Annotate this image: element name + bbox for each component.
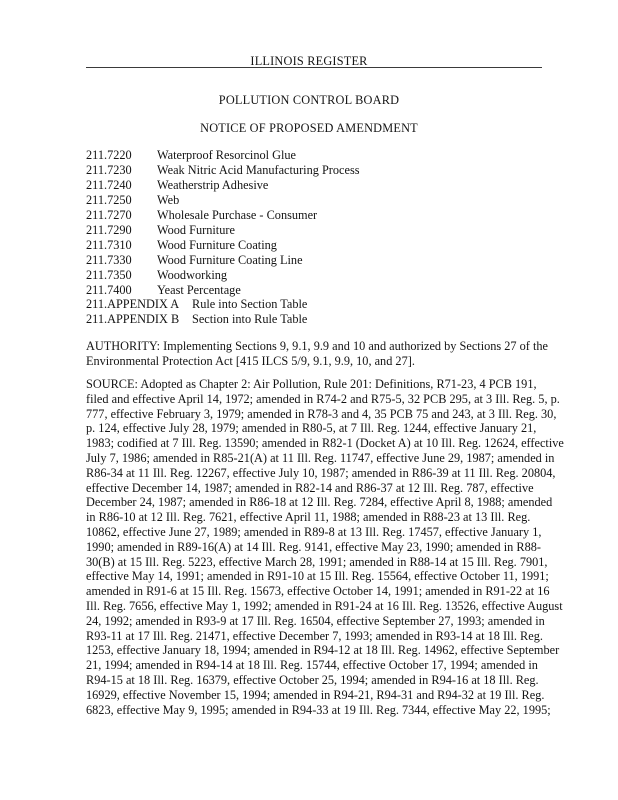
section-number: 211.7400 <box>86 283 132 297</box>
section-number: 211.7230 <box>86 163 132 177</box>
source-line: 30(B) at 15 Ill. Reg. 5223, effective March 28, 1991; amended in R88-14 at 15 Ill. Reg. 7901, <box>86 554 548 569</box>
source-paragraph <box>86 377 564 717</box>
section-title: Wood Furniture Coating <box>157 238 277 252</box>
appendix-row <box>86 312 307 327</box>
source-line: filed and effective April 14, 1972; amended in R74-2 and R75-5, 32 PCB 295, at 3 Ill. Reg. 5, p. <box>86 391 560 406</box>
section-number: 211.7290 <box>86 223 132 237</box>
section-title: Waterproof Resorcinol Glue <box>157 148 297 162</box>
section-row <box>86 268 360 283</box>
source-line: amended in R91-6 at 15 Ill. Reg. 15673, effective October 14, 1991; amended in R91-22 at 16 <box>86 584 550 599</box>
authority-line: Environmental Protection Act [415 ILCS 5/9, 9.1, 9.9, 10, and 27]. <box>86 353 415 368</box>
authority-line: AUTHORITY: Implementing Sections 9, 9.1, 9.9 and 10 and authorized by Sections 27 of the <box>86 339 548 353</box>
source-line: 21, 1994; amended in R94-14 at 18 Ill. Reg. 15744, effective October 17, 1994; amended in <box>86 658 538 673</box>
appendix-number: 211.APPENDIX B <box>86 312 180 326</box>
section-row <box>86 253 360 268</box>
section-number: 211.7330 <box>86 253 132 267</box>
appendix-number: 211.APPENDIX A <box>86 297 180 311</box>
section-title: Wood Furniture Coating Line <box>157 253 303 267</box>
appendix-list <box>86 297 307 327</box>
source-line: R93-11 at 17 Ill. Reg. 21471, effective December 7, 1993; amended in R93-14 at 18 Ill. Reg. <box>86 628 543 643</box>
appendix-title: Rule into Section Table <box>192 297 308 311</box>
section-row <box>86 238 360 253</box>
section-title: Weatherstrip Adhesive <box>157 178 269 192</box>
section-number: 211.7250 <box>86 193 132 207</box>
board-title: POLLUTION CONTROL BOARD <box>218 93 400 107</box>
register-header: ILLINOIS REGISTER <box>250 54 368 68</box>
source-line: R86-34 at 11 Ill. Reg. 12267, effective July 10, 1987; amended in R86-39 at 11 Ill. Reg. 20804, <box>86 465 556 480</box>
section-title: Web <box>157 193 180 207</box>
source-line: effective December 14, 1987; amended in R82-14 and R86-37 at 12 Ill. Reg. 787, effective <box>86 480 534 495</box>
source-line: 1983; codified at 7 Ill. Reg. 13590; amended in R82-1 (Docket A) at 10 Ill. Reg. 12624, effective <box>86 436 564 451</box>
appendix-title: Section into Rule Table <box>192 312 308 326</box>
section-row <box>86 163 360 178</box>
source-line: p. 124, effective July 28, 1979; amended in R80-5, at 7 Ill. Reg. 1244, effective January 21, <box>86 421 537 436</box>
source-line: 777, effective February 3, 1979; amended in R78-3 and 4, 35 PCB 75 and 243, at 3 Ill. Reg. 30, <box>86 406 557 421</box>
source-line: December 24, 1987; amended in R86-18 at 12 Ill. Reg. 7284, effective April 8, 1988; amended <box>86 495 553 510</box>
source-line: 6823, effective May 9, 1995; amended in R94-33 at 19 Ill. Reg. 7344, effective May 22, 1995; <box>86 702 551 717</box>
source-line: Ill. Reg. 7656, effective May 1, 1992; amended in R91-24 at 16 Ill. Reg. 13526, effective August <box>86 598 563 613</box>
source-line: 1253, effective January 18, 1994; amended in R94-12 at 18 Ill. Reg. 14962, effective September <box>86 643 560 658</box>
source-line: in R86-10 at 12 Ill. Reg. 7621, effective April 11, 1988; amended in R88-23 at 13 Ill. Reg. <box>86 510 531 525</box>
section-row <box>86 178 360 193</box>
section-row <box>86 223 360 238</box>
source-line: July 7, 1986; amended in R85-21(A) at 11 Ill. Reg. 11747, effective June 29, 1987; amended in <box>86 450 555 465</box>
section-number: 211.7220 <box>86 148 132 162</box>
authority-paragraph <box>86 339 548 369</box>
section-title: Wholesale Purchase - Consumer <box>157 208 318 222</box>
notice-title: NOTICE OF PROPOSED AMENDMENT <box>200 121 418 135</box>
source-line: 24, 1992; amended in R93-9 at 17 Ill. Reg. 16504, effective September 27, 1993; amended in <box>86 613 545 628</box>
section-number: 211.7310 <box>86 238 132 252</box>
header-rule <box>86 67 542 68</box>
source-line: 10862, effective June 27, 1989; amended in R89-8 at 13 Ill. Reg. 17457, effective January 1, <box>86 524 542 539</box>
section-title: Wood Furniture <box>157 223 235 237</box>
section-row <box>86 148 360 163</box>
source-line: 16929, effective November 15, 1994; amended in R94-21, R94-31 and R94-32 at 19 Ill. Reg. <box>86 687 545 702</box>
section-number: 211.7240 <box>86 178 132 192</box>
section-title: Weak Nitric Acid Manufacturing Process <box>157 163 360 177</box>
section-row <box>86 208 360 223</box>
source-line: 1990; amended in R89-16(A) at 14 Ill. Reg. 9141, effective May 23, 1990; amended in R88- <box>86 539 542 554</box>
appendix-row <box>86 297 307 312</box>
section-number: 211.7270 <box>86 208 132 222</box>
source-line: SOURCE: Adopted as Chapter 2: Air Pollution, Rule 201: Definitions, R71-23, 4 PCB 191, <box>86 377 537 391</box>
section-list <box>86 148 360 298</box>
section-row <box>86 283 360 298</box>
section-number: 211.7350 <box>86 268 132 282</box>
source-line: effective May 14, 1991; amended in R91-10 at 15 Ill. Reg. 15564, effective October 11, 1991; <box>86 569 549 584</box>
section-title: Woodworking <box>157 268 228 282</box>
section-title: Yeast Percentage <box>157 283 241 297</box>
section-row <box>86 193 360 208</box>
source-line: R94-15 at 18 Ill. Reg. 16379, effective October 25, 1994; amended in R94-16 at 18 Ill. Reg. <box>86 672 539 687</box>
